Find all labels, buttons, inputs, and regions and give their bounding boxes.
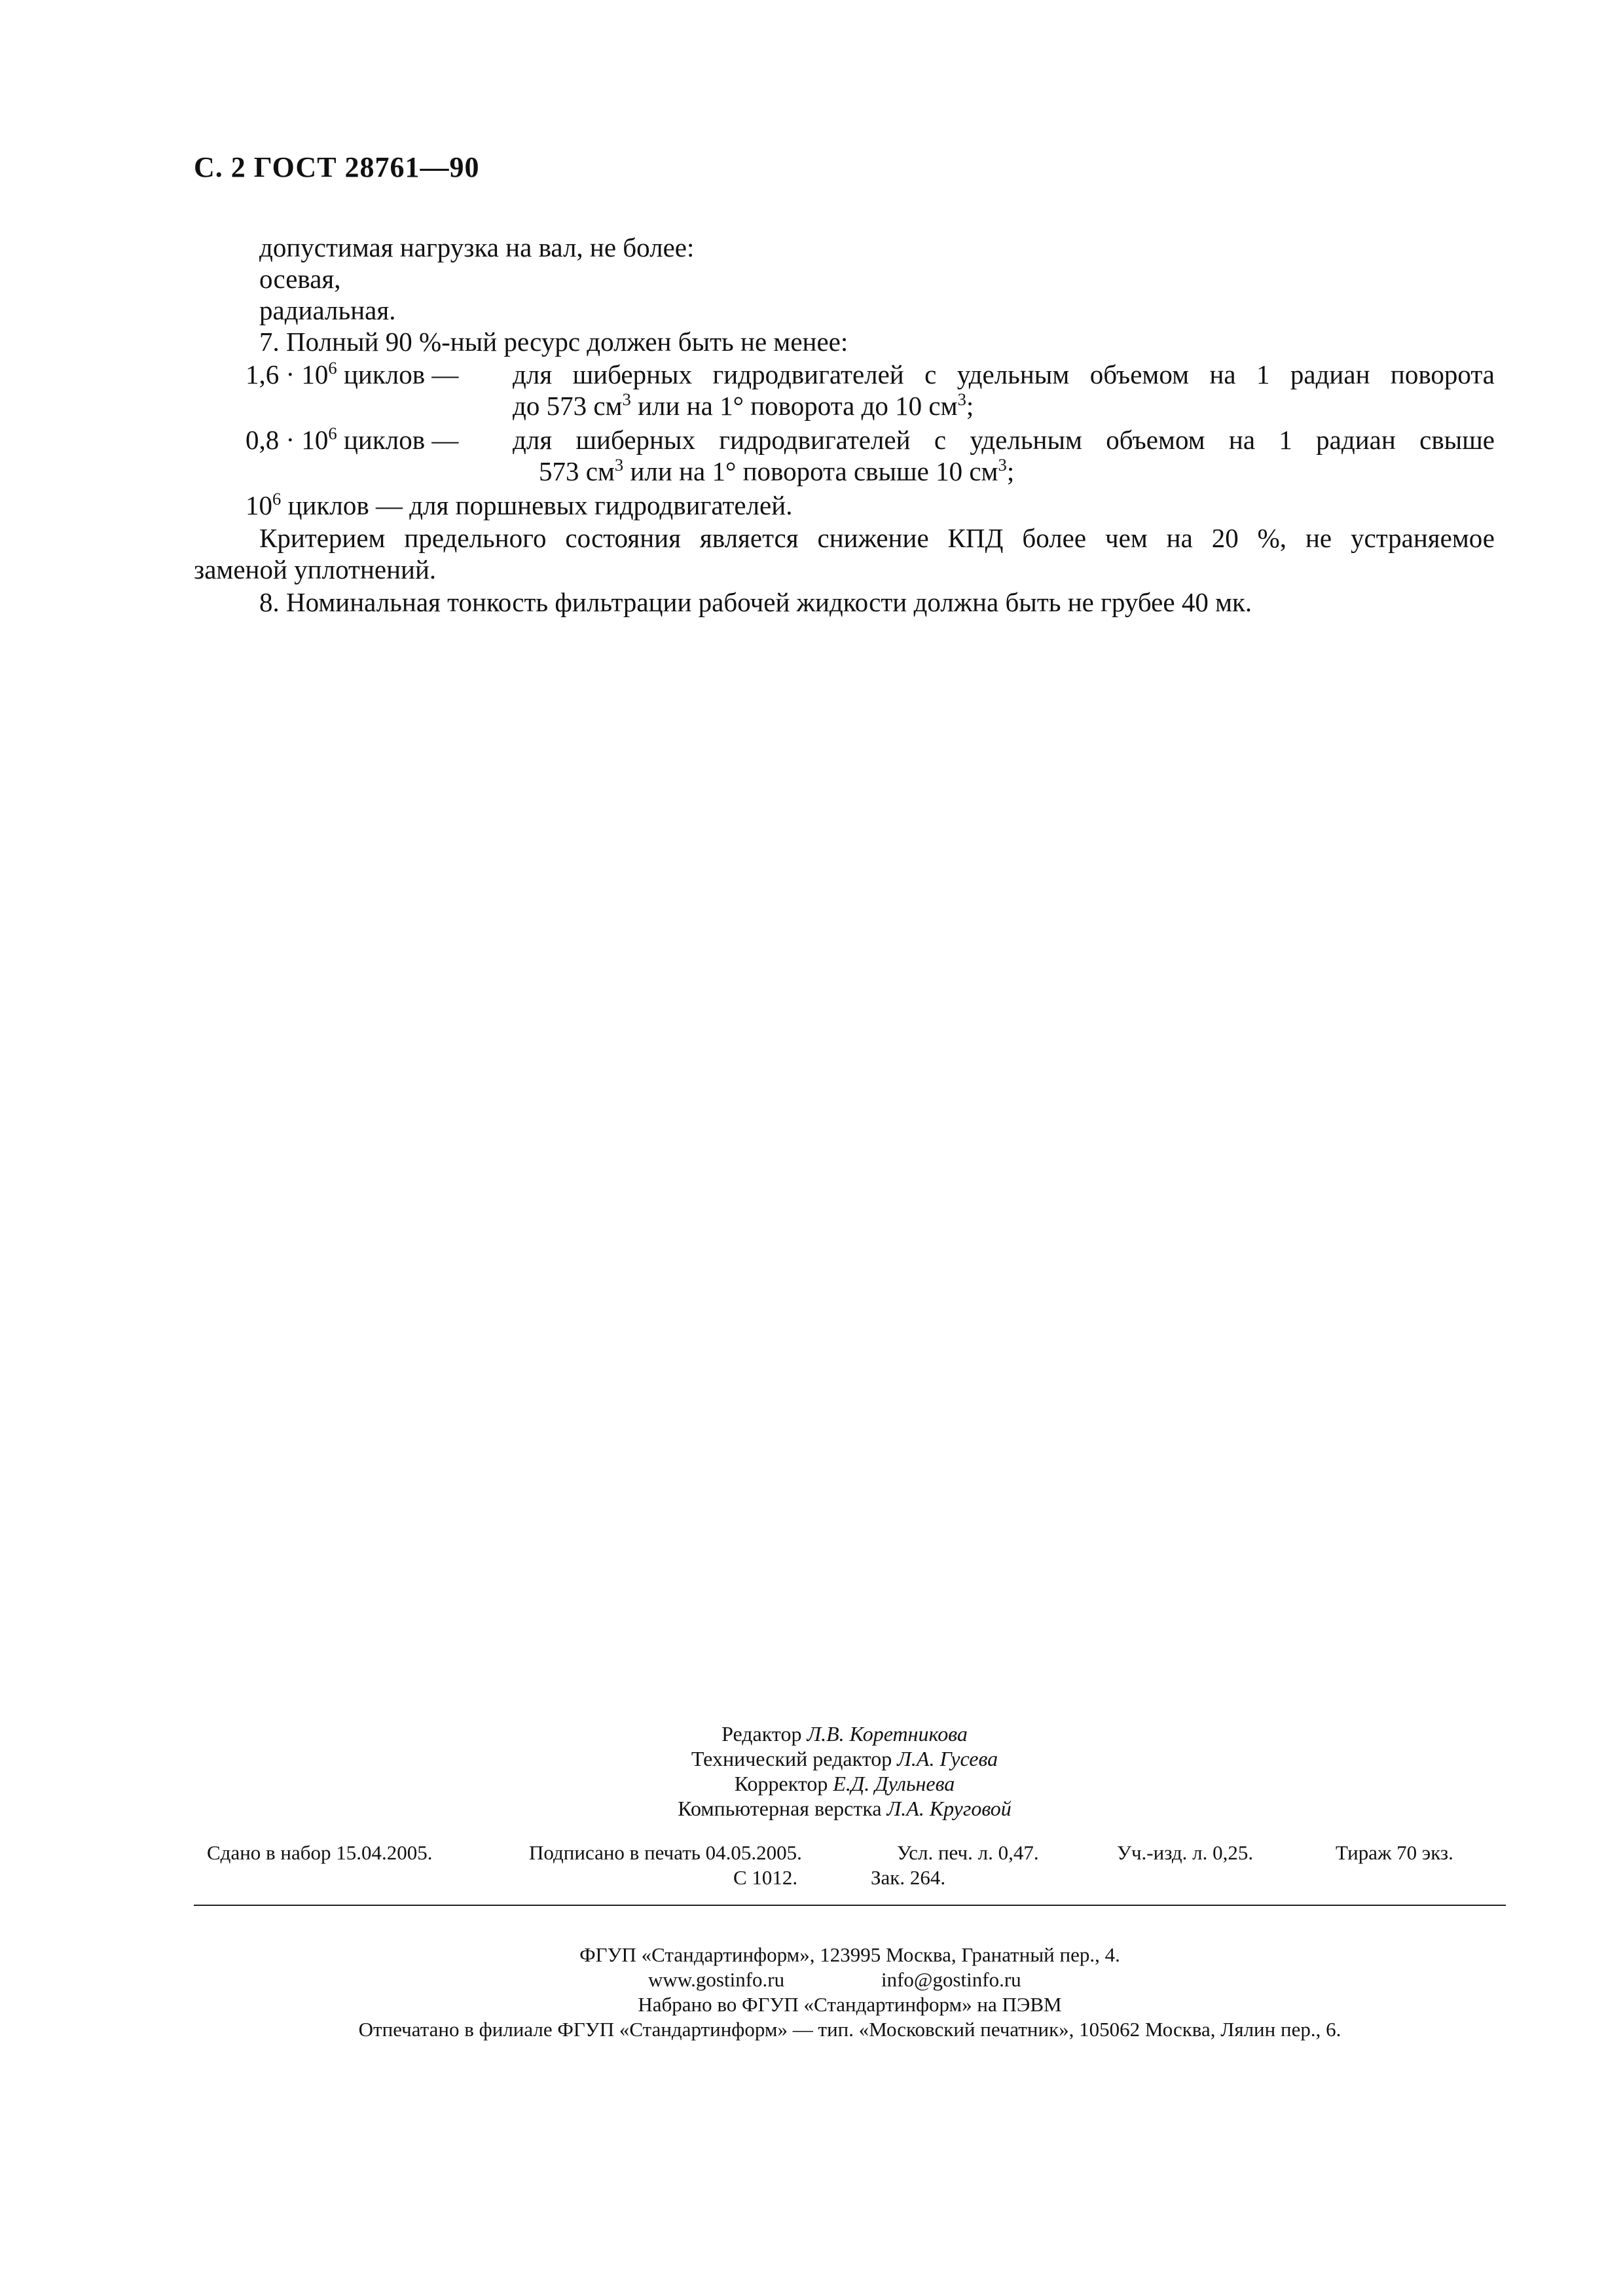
item-8: 8. Номинальная тонкость фильтрации рабочей жидкости должна быть не грубее 40 мк.	[259, 587, 1252, 617]
resource-2-exponent: 6	[328, 423, 337, 444]
criterion-text-b: заменой уплотнений.	[194, 554, 437, 584]
print-usl-pech: Усл. печ. л. 0,47.	[897, 1841, 1039, 1864]
resource-1-exponent: 6	[328, 358, 337, 378]
print-signed: Подписано в печать 04.05.2005.	[529, 1841, 802, 1864]
resource-2-text-a: для шиберных гидродвигателей с удельным объемом на 1 радиан свыше	[513, 425, 1495, 455]
print-submitted: Сдано в набор 15.04.2005.	[207, 1841, 433, 1864]
publisher-website: www.gostinfo.ru	[648, 1968, 785, 1991]
credits-block	[517, 1721, 1172, 1821]
resource-1-value: 1,6 · 10	[246, 359, 329, 389]
publisher-email: info@gostinfo.ru	[881, 1968, 1021, 1991]
resource-1-label	[246, 359, 458, 390]
horizontal-rule	[194, 1905, 1506, 1906]
text-line: осевая,	[259, 264, 341, 294]
print-tirazh: Тираж 70 экз.	[1336, 1841, 1453, 1864]
publisher-typeset: Набрано во ФГУП «Стандартинформ» на ПЭВМ	[638, 1993, 1062, 2016]
resource-1-text-a: для шиберных гидродвигателей с удельным объемом на 1 радиан поворота	[513, 359, 1495, 389]
running-head: С. 2 ГОСТ 28761—90	[194, 151, 480, 183]
resource-2-unit: циклов —	[337, 425, 459, 455]
resource-1-text-b: до 573 $см^3$ или на 1° поворота до 10 $см^3$;	[513, 389, 974, 421]
credit-editor: Редактор Л.В. Коретникова	[721, 1722, 968, 1746]
publisher-printed: Отпечатано в филиале ФГУП «Стандартинформ» — тип. «Московский печатник», 105062 Москва, Лялин пер., 6.	[358, 2018, 1341, 2041]
print-code: С 1012.	[733, 1866, 798, 1889]
resource-2-text-b: 573 $см^3$ или на 1° поворота свыше 10 $см^3$;	[539, 455, 1015, 486]
print-uch-izd: Уч.-изд. л. 0,25.	[1117, 1841, 1254, 1864]
item-7-intro: 7. Полный 90 %-ный ресурс должен быть не менее:	[259, 327, 848, 357]
resource-2-label	[246, 424, 458, 456]
credit-tech-editor: Технический редактор Л.А. Гусева	[691, 1747, 998, 1770]
publisher-address: ФГУП «Стандартинформ», 123995 Москва, Гранатный пер., 4.	[579, 1943, 1120, 1966]
criterion-text-a: Критерием предельного состояния является снижение КПД более чем на 20 %, не устраняемое	[259, 523, 1495, 553]
resource-1-unit: циклов —	[337, 359, 459, 389]
resource-2-value: 0,8 · 10	[246, 425, 329, 455]
text-line: допустимая нагрузка на вал, не более:	[259, 232, 695, 262]
text-line: радиальная.	[259, 295, 396, 325]
credit-layout: Компьютерная верстка Л.А. Круговой	[678, 1797, 1012, 1820]
print-order: Зак. 264.	[871, 1866, 946, 1889]
credit-corrector: Корректор Е.Д. Дульнева	[734, 1772, 955, 1795]
resource-3-line: $10^6$ циклов — для поршневых гидродвигателей.	[246, 489, 793, 520]
